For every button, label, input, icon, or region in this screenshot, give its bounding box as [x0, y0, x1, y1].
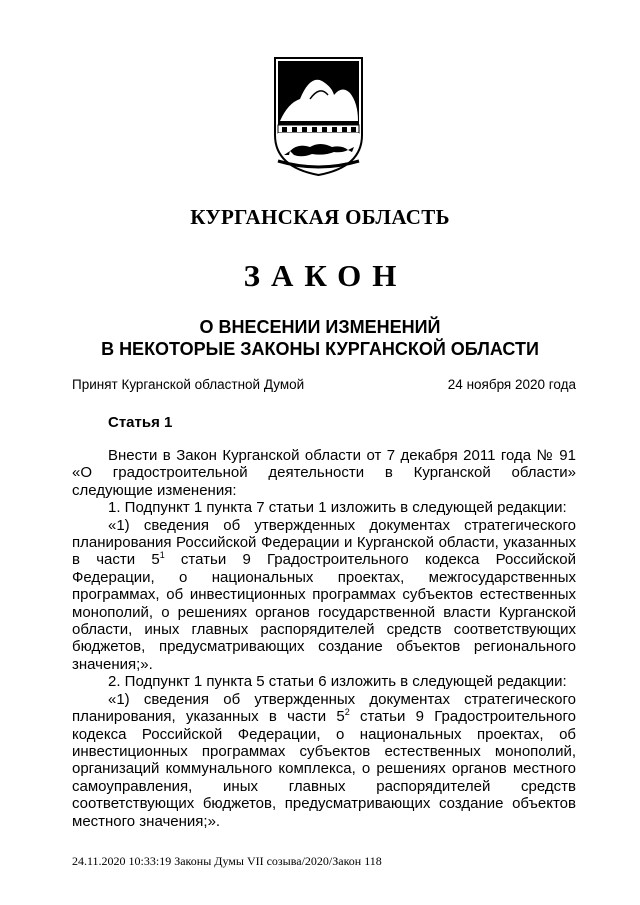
law-title-line-1: О ВНЕСЕНИИ ИЗМЕНЕНИЙ: [199, 317, 441, 337]
item-1-superscript: 1: [159, 550, 165, 561]
item-2-text-b: статьи 9 Градостроительного кодекса Российской Федерации, о национальных проектах, об инвестиционных программах субъектов естественных монополий, организаций коммунального комплекса, о решениях органов местного самоуправления, иных главных распорядителей средств соответствующих бюджетов, предусматривающих создание объектов местного значения;».: [72, 708, 576, 830]
law-title-line-2: В НЕКОТОРЫЕ ЗАКОНЫ КУРГАНСКОЙ ОБЛАСТИ: [101, 339, 539, 359]
item-1-heading: 1. Подпункт 1 пункта 7 статьи 1 изложить в следующей редакции:: [108, 499, 567, 517]
document-type: ЗАКОН: [243, 258, 408, 293]
region-name: КУРГАНСКАЯ ОБЛАСТЬ: [190, 205, 450, 229]
item-1-text: [72, 517, 576, 674]
adoption-date: 24 ноября 2020 года: [447, 377, 576, 392]
item-2-heading: 2. Подпункт 1 пункта 5 статьи 6 изложить в следующей редакции:: [108, 673, 567, 691]
item-1-text-b: статьи 9 Градостроительного кодекса Российской Федерации, о национальных проектах, межгосударственных программах, об инвестиционных программах субъектов естественных монополий, о решениях органов государственной власти Курганской области, иных главных распорядителей средств соответствующих бюджетов, предусматривающих создание объектов регионального значения;».: [72, 551, 576, 673]
footer-stamp: 24.11.2020 10:33:19 Законы Думы VII созыва/2020/Закон 118: [72, 854, 382, 868]
article-body: [72, 447, 576, 830]
item-2-text: [72, 691, 576, 830]
law-title: [0, 316, 640, 360]
article-heading: Статья 1: [108, 414, 173, 431]
adoption-line: [72, 377, 576, 397]
article-intro: Внести в Закон Курганской области от 7 декабря 2011 года № 91 «О градостроительной деятельности в Курганской области» следующие изменения:: [72, 447, 576, 499]
item-1-text-a: «1) сведения об утвержденных документах стратегического планирования Российской Федерации и Курганской области, указанных в части 5: [72, 516, 576, 569]
adopted-by: Принят Курганской областной Думой: [72, 377, 305, 392]
item-2-superscript: 2: [344, 707, 350, 718]
coat-of-arms-icon: [272, 55, 365, 178]
item-2-text-a: «1) сведения об утвержденных документах стратегического планирования, указанных в части 5: [72, 690, 576, 726]
